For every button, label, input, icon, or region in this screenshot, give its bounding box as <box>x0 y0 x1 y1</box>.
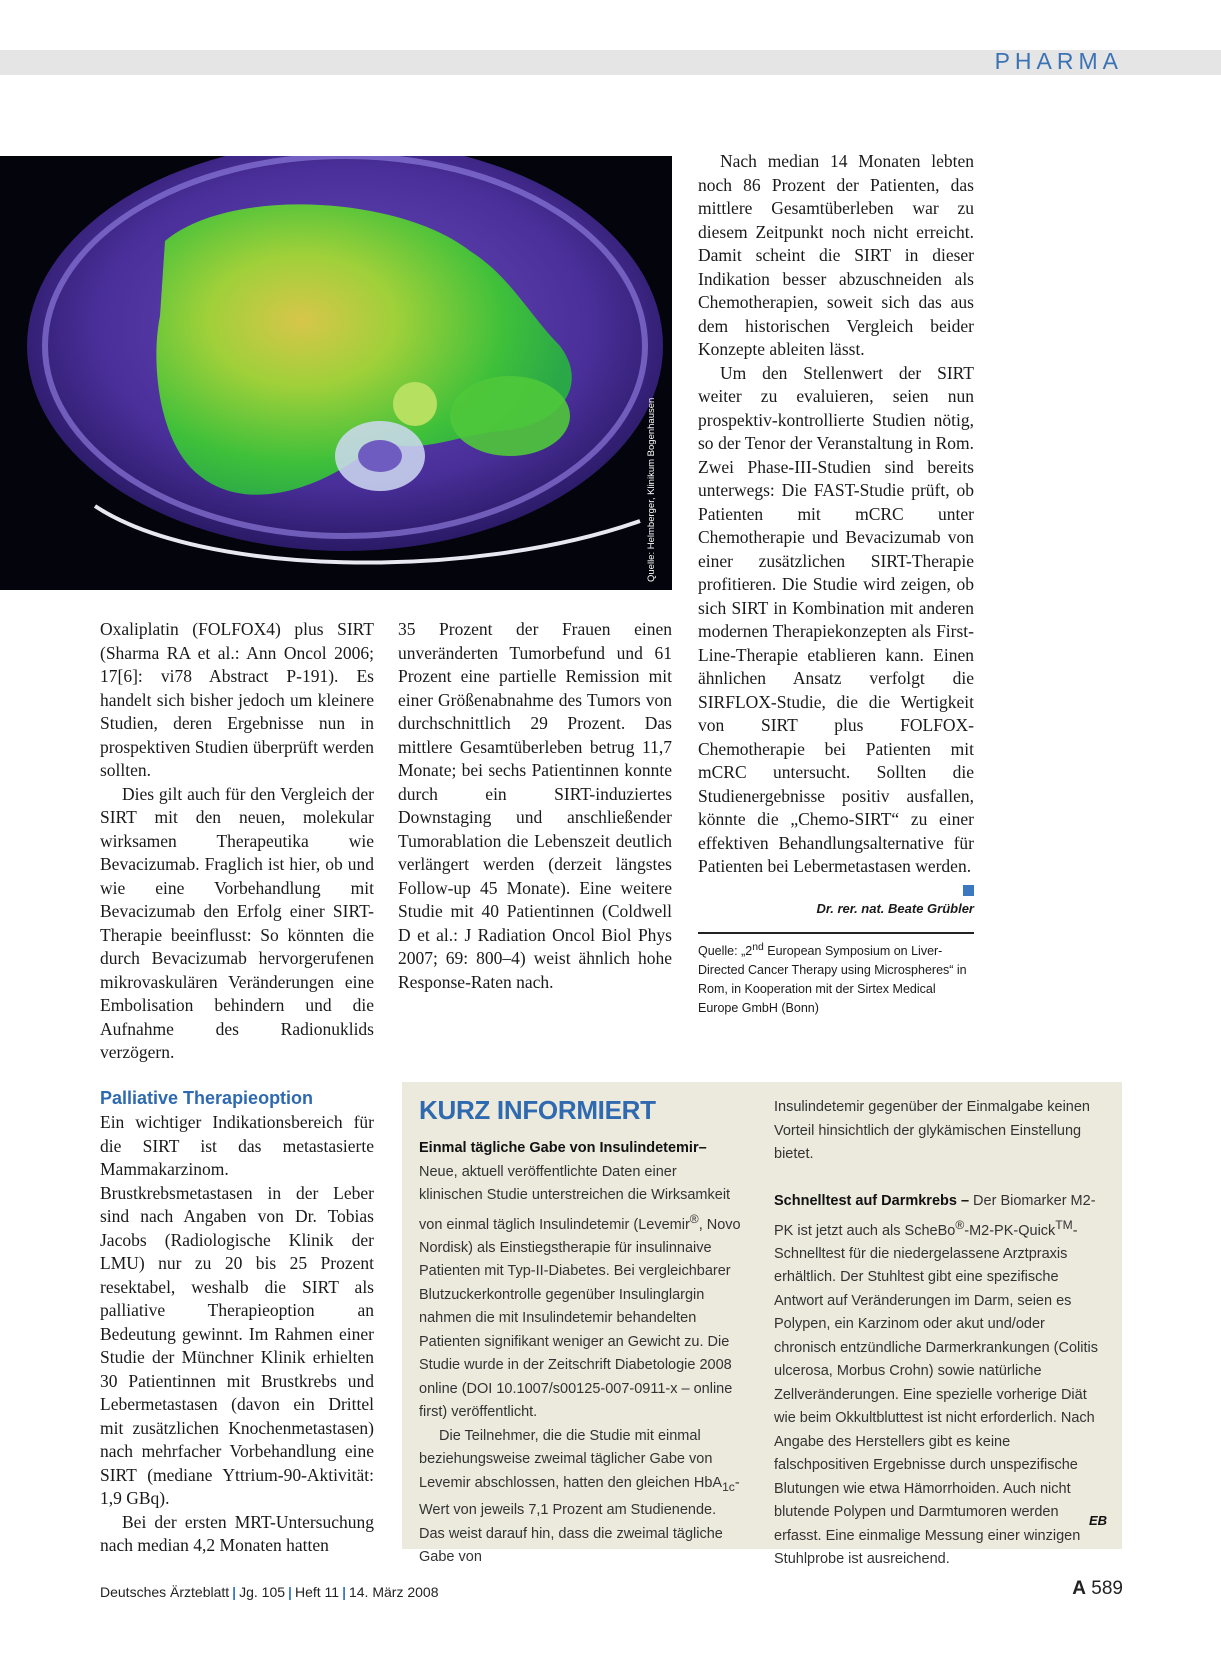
news-box-signature: EB <box>1088 1513 1107 1528</box>
article-column-2 <box>398 618 672 994</box>
separator: | <box>232 1584 237 1600</box>
divider <box>698 932 974 934</box>
article-column-3 <box>698 150 974 896</box>
page-footer <box>100 1584 438 1600</box>
paragraph: 35 Prozent der Frauen einen unveränderten Tumorbefund und 61 Prozent eine partielle Remission mit einer Größenabnahme des Tumors von durchschnittlich 29 Prozent. Das mittlere Gesamtüberleben betrug 11,7 Monate; bei sechs Patientinnen konnte durch ein SIRT-induziertes Downstaging und anschließender Tumorablation die Lebenszeit deutlich verlängert werden (derzeit längstes Follow-up 45 Monate). Eine weitere Studie mit 40 Patientinnen (Coldwell D et al.: J Radiation Oncol Biol Phys 2007; 69: 800–4) weist ähnlich hohe Response-Raten nach. <box>398 619 672 992</box>
news-item-1-continued: Insulindetemir gegenüber der Einmalgabe keinen Vorteil hinsichtlich der glykämischen Einstellung bietet. <box>774 1099 1090 1162</box>
news-item-1-paragraph-2: Die Teilnehmer, die die Studie mit einmal beziehungsweise zweimal täglicher Gabe von Levemir abschlossen, hatten den gleichen HbA$_{1c}$-Wert von jeweils 7,1 Prozent am Studienende. Das weist darauf hin, dass die zweimal tägliche Gabe von <box>419 1427 740 1566</box>
paragraph-with-end-mark <box>698 362 974 879</box>
pet-ct-scan-image <box>0 156 672 590</box>
article-column-1-bottom <box>100 1087 374 1558</box>
paragraph: Dies gilt auch für den Vergleich der SIRT mit den neuen, molekular wirksamen Therapeutika wie Bevacizumab. Fraglich ist hier, ob und wie eine Vorbehandlung mit Bevacizumab den Erfolg einer SIRT-Therapie beeinflusst: So könnten die durch Bevacizumab hervorgerufenen mikrovaskulären Veränderungen eine Embolisation behindern und die Aufnahme des Radionuklids verzögern. <box>100 783 374 1062</box>
image-credit: Quelle: Helmberger, Klinikum Bogenhausen <box>646 397 657 582</box>
news-box-right-column <box>774 1096 1109 1572</box>
paragraph: Bei der ersten MRT-Untersuchung nach median 4,2 Monaten hatten <box>100 1511 374 1555</box>
aorta <box>393 382 437 426</box>
scan-illustration <box>0 156 672 590</box>
news-item-2: Schnelltest auf Darmkrebs – Der Biomarker M2-PK ist jetzt auch als ScheBo®-M2-PK-Quick™-Schnelltest für die niedergelassene Arztpraxis erhältlich. Der Stuhltest gibt eine spezifische Antwort auf Veränderungen im Darm, seien es Polypen, ein Karzinom oder akut und/oder chronisch entzündliche Darmerkrankungen (Colitis ulcerosa, Morbus Crohn) sowie natürliche Zellveränderungen. Eine spezielle vorherige Diät wie beim Okkultbluttest ist nicht erforderlich. Nach Angabe des Herstellers gibt es keine falschpositiven Ergebnisse durch unspezifische Blutungen wie etwa Hämorrhoiden. Auch nicht blutende Polypen und Darmtumoren werden erfasst. Eine einmalige Messung einer winzigen Stuhlprobe ist ausreichend. <box>774 1193 1098 1568</box>
page-number: A 589 <box>1072 1578 1123 1599</box>
news-box-title: KURZ INFORMIERT <box>419 1095 656 1125</box>
news-box <box>402 1082 1122 1568</box>
paragraph: Oxaliplatin (FOLFOX4) plus SIRT (Sharma RA et al.: Ann Oncol 2006; 17[6]: vi78 Abstract P-191). Es handelt sich bisher jedoch um kleinere Studien, deren Ergebnisse nun in prospektiven Studien überprüft werden sollten. <box>100 619 374 780</box>
author-byline: Dr. rer. nat. Beate Grübler <box>816 901 974 916</box>
source-note: Quelle: „2nd European Symposium on Liver-Directed Cancer Therapy using Microspheres“ in Rom, in Kooperation mit der Sirtex Medical Europe GmbH (Bonn) <box>698 942 967 1016</box>
journal-name: Deutsches Ärzteblatt <box>100 1584 230 1600</box>
news-item-1: Einmal tägliche Gabe von Insulindetemir– Neue, aktuell veröffentlichte Daten einer klinischen Studie unterstreichen die Wirksamkeit von einmal täglich Insulindetemir (Levemir®, Novo Nordisk) als Einstiegstherapie für insulinnaive Patienten mit Typ-II-Diabetes. Bei vergleichbarer Blutzuckerkontrolle gegenüber Insulinglargin nahmen die mit Insulindetemir behandelten Patienten signifikant weniger an Gewicht zu. Die Studie wurde in der Zeitschrift Diabetologie 2008 online (DOI 10.1007/s00125-007-0911-x – online first) veröffentlicht. <box>419 1140 741 1421</box>
paragraph: Ein wichtiger Indikationsbereich für die SIRT ist das metastasierte Mammakarzinom. Brustkrebsmetastasen in der Leber sind nach Angaben von Dr. Tobias Jacobs (Radiologische Klinik der LMU) nur zu 20 bis 25 Prozent resektabel, weshalb die SIRT als palliative Therapieoption an Bedeutung gewinnt. Im Rahmen einer Studie der Münchner Klinik erhielten 30 Patientinnen mit Brustkrebs und Lebermetastasen (davon ein Drittel mit zusätzlichen Knochenmetastasen) nach mehrfacher Vorbehandlung eine SIRT (mediane Yttrium-90-Aktivität: 1,9 GBq). <box>100 1112 374 1508</box>
news-box-left-column <box>419 1137 744 1570</box>
article-column-1-top <box>100 618 374 1065</box>
news-item-heading: Schnelltest auf Darmkrebs – <box>774 1193 970 1209</box>
section-label: PHARMA <box>994 48 1123 74</box>
journal-issue: Heft 11 <box>294 1584 340 1600</box>
paragraph-text: Um den Stellenwert der SIRT weiter zu evaluieren, seien nun prospektiv-kontrollierte Studien nötig, so der Tenor der Veranstaltung in Rom. Zwei Phase-III-Studien sind bereits unterwegs: Die FAST-Studie prüft, ob Patienten mit mCRC unter Chemotherapie und Bevacizumab von einer zusätzlichen SIRT-Therapie profitieren. Die Studie wird zeigen, ob sich SIRT in Kombination mit anderen modernen Therapiekonzepten als First-Line-Therapie etablieren kann. Einen ähnlichen Ansatz verfolgt die SIRFLOX-Studie, die die Wertigkeit von SIRT plus FOLFOX-Chemotherapie bei Patienten mit mCRC untersucht. Sollten die Studienergebnisse positiv ausfallen, könnte die „Chemo-SIRT“ zu einer effektiven Behandlungsalternative für Patienten bei Lebermetastasen werden. <box>698 362 974 876</box>
journal-date: 14. März 2008 <box>348 1584 439 1600</box>
journal-volume: Jg. 105 <box>239 1584 286 1600</box>
separator: | <box>288 1584 292 1600</box>
separator: | <box>342 1584 346 1600</box>
subheading: Palliative Therapieoption <box>100 1088 314 1108</box>
news-item-heading: Einmal tägliche Gabe von Insulindetemir– <box>419 1140 707 1156</box>
end-of-article-square-icon <box>963 885 974 896</box>
paragraph: Nach median 14 Monaten lebten noch 86 Prozent der Patienten, das mittlere Gesamtüberleben war zu diesem Zeitpunkt noch nicht erreicht. Damit scheint die SIRT in dieser Indikation besser abzuschneiden als Chemotherapien, soweit sich das aus dem historischen Vergleich beider Konzepte ableiten lässt. <box>698 151 974 359</box>
